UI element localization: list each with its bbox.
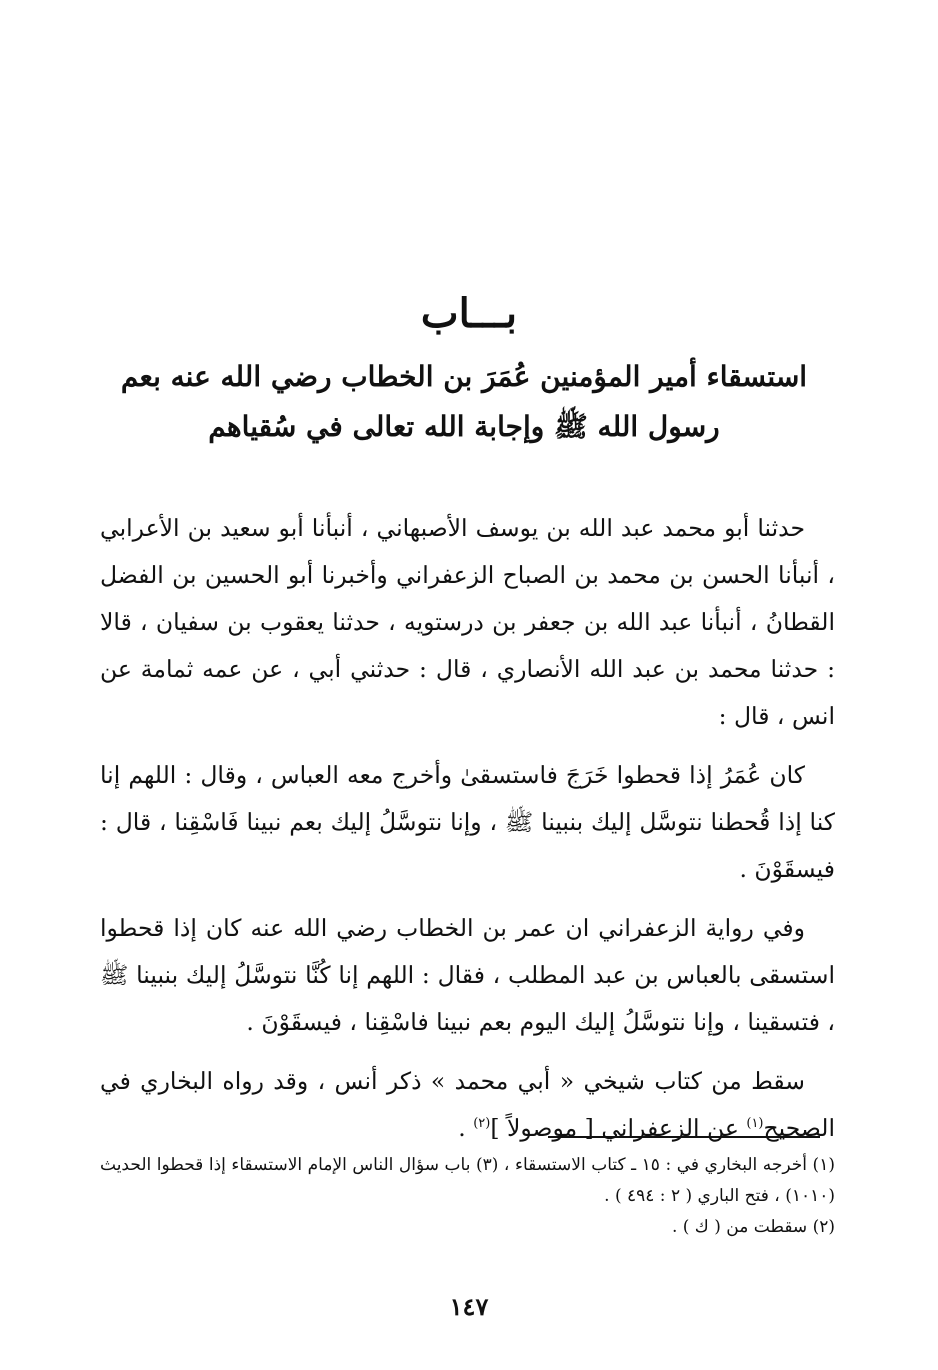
note-text-end: . — [458, 1114, 474, 1142]
paragraph-isnad: حدثنا أبو محمد عبد الله بن يوسف الأصبهاني ، أنبأنا أبو سعيد بن الأعرابي ، أنبأنا الحسن بن محمد بن الصباح الزعفراني وأخبرنا أبو الحسين بن الفضل القطانُ ، أنبأنا عبد الله بن جعفر بن درستويه ، حدثنا يعقوب بن سفيان ، قالا : حدثنا محمد بن عبد الله الأنصاري ، قال : حدثني أبي ، عن عمه ثمامة عن انس ، قال : — [100, 514, 835, 730]
footnote-1: (١) أخرجه البخاري في : ١٥ ـ كتاب الاستسقاء ، (٣) باب سؤال الناس الإمام الاستسقاء إذا قحطوا الحديث (١٠١٠) ، فتح الباري ( ٢ : ٤٩٤ ) . — [100, 1155, 835, 1206]
chapter-title: استسقاء أمير المؤمنين عُمَرَ بن الخطاب رضي الله عنه بعم رسول الله ﷺ وإجابة الله تعالى في سُقياهم — [120, 360, 808, 443]
note-text-middle: عن الزعفراني [ موصولاً ] — [490, 1114, 747, 1142]
footnote-divider — [548, 1136, 820, 1138]
main-text — [100, 505, 835, 1164]
paragraph-hadith: كان عُمَرُ إذا قحطوا خَرَجَ فاستسقىٰ وأخرج معه العباس ، وقال : اللهم إنا كنا إذا قُحطنا نتوسَّل إليك بنبينا ﷺ ، وإنا نتوسَّلُ إليك بعم نبينا فَاسْقِنا ، قال : فيسقَوْنَ . — [100, 761, 835, 883]
footnote-marker-2: (٢) — [473, 1116, 491, 1132]
footnotes — [100, 1150, 835, 1243]
footnote-marker-1: (١) — [746, 1116, 764, 1132]
page-number: ١٤٧ — [449, 1292, 489, 1321]
footnote-2: (٢) سقطت من ( ك ) . — [671, 1217, 835, 1237]
paragraph-zafarani-narration: وفي رواية الزعفراني ان عمر بن الخطاب رضي الله عنه كان إذا قحطوا استسقى بالعباس بن عبد المطلب ، فقال : اللهم إنا كُنَّا نتوسَّلُ إليك بنبينا ﷺ ، فتسقينا ، وإنا نتوسَّلُ إليك اليوم بعم نبينا فاسْقِنا ، فيسقَوْنَ . — [100, 914, 835, 1036]
chapter-heading: بـــاب — [420, 290, 518, 337]
note-text-start: سقط من كتاب شيخي « أبي محمد » ذكر أنس ، وقد رواه البخاري في الصحيح — [100, 1067, 835, 1142]
